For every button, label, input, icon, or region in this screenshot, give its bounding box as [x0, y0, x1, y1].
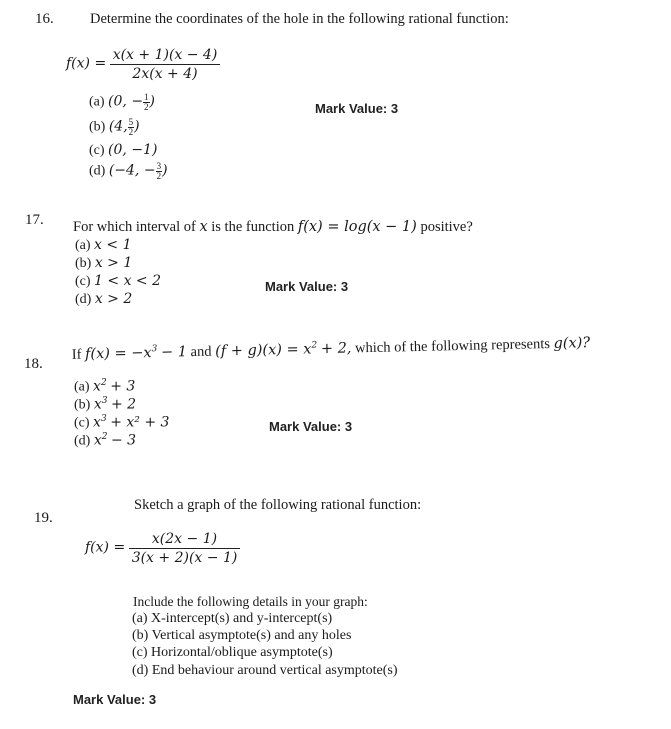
question-prompt: Sketch a graph of the following rational function: [134, 497, 422, 513]
option-label: (d) [89, 163, 106, 179]
option-tail: + 2 [110, 396, 137, 413]
option-exponent: 3 [100, 414, 107, 424]
option-label: (c) [74, 415, 90, 431]
mark-value: Mark Value: 3 [315, 101, 399, 116]
prompt-text: is the function [211, 219, 295, 235]
option-value: x > 1 [94, 255, 133, 271]
prompt-fg-tail: + 2, [320, 340, 352, 358]
option-c [89, 142, 157, 159]
function-fraction [129, 531, 241, 566]
option-fraction-den: 2 [144, 102, 149, 112]
option-b [75, 255, 132, 272]
option-value-end: ) [162, 162, 168, 179]
prompt-variable: x [199, 219, 208, 235]
option-label: (a) [89, 94, 105, 110]
mark-value: Mark Value: 3 [265, 279, 349, 294]
function-denominator: 3(x + 2)(x − 1) [131, 550, 238, 566]
option-tail: + x² + 3 [110, 414, 170, 431]
option-value-end: ) [134, 118, 140, 135]
option-fraction-num: 3 [156, 161, 162, 171]
option-tail: + 3 [110, 378, 136, 395]
option-exponent: 3 [101, 396, 108, 406]
option-value: x > 2 [94, 291, 133, 307]
include-item: (b) Vertical asymptote(s) and any holes [132, 628, 352, 643]
option-value: (0, −1) [108, 142, 158, 158]
option-fraction-den: 2 [128, 127, 134, 137]
option-b [74, 396, 136, 414]
option-tail: − 3 [110, 432, 137, 449]
option-label: (b) [89, 119, 106, 135]
option-b [89, 118, 140, 137]
option-d [74, 432, 136, 450]
option-value: (0, − [108, 93, 144, 110]
prompt-fg-expression: (f + g)(x) = x [214, 341, 312, 360]
rational-function [66, 47, 220, 82]
include-item: (d) End behaviour around vertical asymptote(s) [132, 663, 398, 678]
option-value: 1 < x < 2 [94, 273, 162, 289]
prompt-fg-exponent: 2 [311, 340, 318, 351]
question-number: 16. [35, 11, 54, 27]
question-number: 17. [25, 212, 44, 228]
option-label: (d) [75, 292, 92, 307]
option-label: (d) [74, 433, 91, 449]
option-base: x [93, 378, 101, 395]
option-fraction-num: 5 [128, 117, 134, 127]
prompt-f-tail: − 1 [160, 344, 188, 361]
question-number: 18. [24, 356, 43, 372]
mark-value: Mark Value: 3 [269, 419, 353, 434]
option-d [89, 162, 168, 181]
option-base: x [93, 414, 101, 431]
prompt-f-exponent: 3 [151, 344, 158, 355]
mark-value: Mark Value: 3 [73, 692, 157, 707]
question-prompt [73, 219, 473, 236]
prompt-text: For which interval of [73, 219, 196, 235]
option-exponent: 2 [101, 432, 108, 442]
prompt-function: f(x) = log(x − 1) [297, 219, 417, 235]
option-base: x [93, 396, 102, 413]
option-exponent: 2 [100, 378, 107, 388]
option-a [89, 93, 155, 112]
option-value: x < 1 [94, 237, 132, 253]
option-d [75, 291, 132, 308]
function-lhs: f(x) = [66, 55, 107, 72]
question-prompt: Determine the coordinates of the hole in the following rational function: [90, 11, 509, 27]
include-item: (c) Horizontal/oblique asymptote(s) [132, 645, 333, 660]
function-fraction [110, 47, 221, 82]
function-lhs: f(x) = [85, 539, 126, 556]
option-value-end: ) [149, 93, 156, 110]
option-base: x [93, 432, 102, 449]
option-label: (c) [75, 274, 91, 289]
option-c [75, 273, 161, 290]
prompt-f-expression: f(x) = −x [84, 345, 152, 363]
function-numerator: x(2x − 1) [129, 531, 241, 549]
rational-function [85, 531, 240, 566]
option-a [75, 237, 131, 254]
include-heading: Include the following details in your graph: [133, 594, 368, 609]
option-label: (b) [75, 256, 92, 271]
function-numerator: x(x + 1)(x − 4) [110, 47, 221, 65]
option-fraction-num: 1 [144, 92, 149, 102]
include-item: (a) X-intercept(s) and y-intercept(s) [132, 611, 333, 626]
option-label: (a) [74, 379, 90, 395]
prompt-g: g(x)? [553, 335, 591, 352]
option-value: (4, [108, 118, 128, 135]
question-number: 19. [34, 510, 53, 526]
prompt-text: positive? [420, 219, 473, 235]
function-denominator: 2x(x + 4) [132, 66, 198, 82]
option-fraction-den: 2 [156, 171, 162, 181]
option-c [74, 414, 169, 432]
prompt-text: and [190, 343, 212, 361]
option-label: (b) [74, 397, 91, 413]
option-value: (−4, − [108, 162, 156, 179]
option-label: (c) [89, 143, 105, 158]
option-label: (a) [75, 238, 91, 253]
prompt-text: If [71, 346, 82, 363]
option-a [74, 378, 135, 396]
question-prompt [72, 334, 591, 364]
prompt-text: which of the following represents [354, 335, 551, 357]
